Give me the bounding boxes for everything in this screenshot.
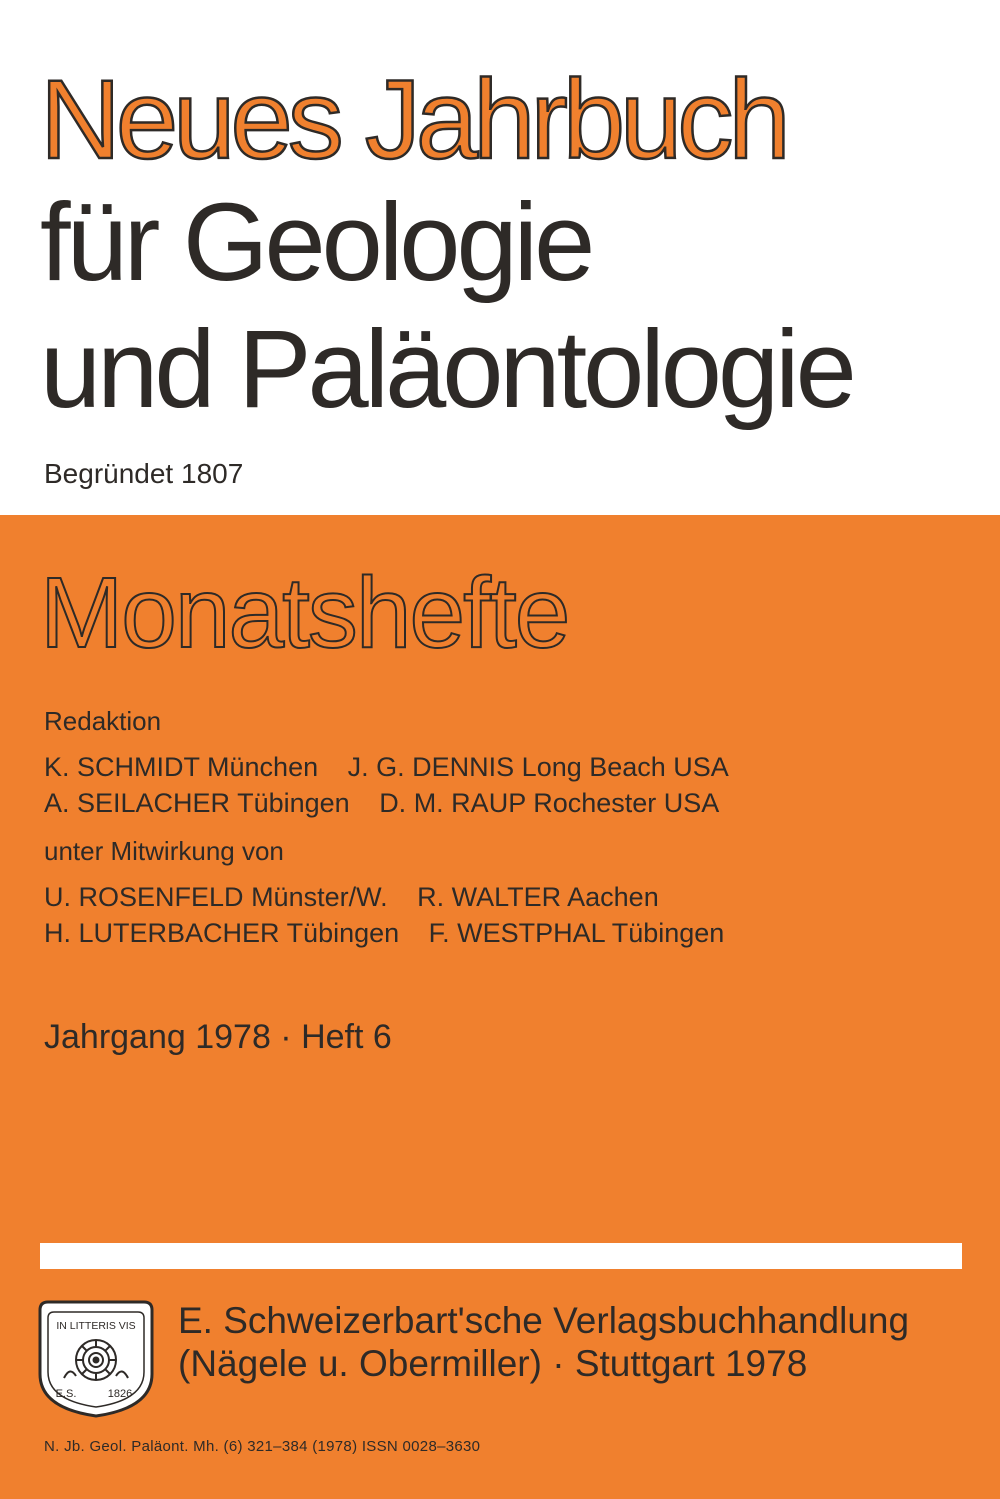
collaborator-name: H. LUTERBACHER [44, 918, 280, 948]
collaborator-name: R. WALTER [417, 882, 562, 912]
collaborator-name: U. ROSENFELD [44, 882, 244, 912]
seal-initials: E.S. [55, 1388, 77, 1400]
title-line-3: und Paläontologie [40, 308, 853, 431]
collaborator-row [44, 918, 724, 949]
collaborator-name: F. WESTPHAL [428, 918, 605, 948]
white-divider-bar [40, 1243, 962, 1269]
publisher-line-2: (Nägele u. Obermiller) · Stuttgart 1978 [178, 1342, 808, 1384]
editor-row [44, 752, 729, 783]
editor-place: Tübingen [237, 788, 350, 818]
subtitle-monatshefte: Monatshefte [40, 557, 569, 669]
editor-place: Long Beach USA [521, 752, 729, 782]
editor-row [44, 788, 719, 819]
editor-name: D. M. RAUP [379, 788, 526, 818]
title-line-1: Neues Jahrbuch [40, 57, 786, 182]
seal-year: 1826 [107, 1388, 133, 1400]
title-line-2: für Geologie [40, 181, 592, 304]
editorial-heading: Redaktion [44, 706, 162, 736]
editor-place: Rochester USA [533, 788, 720, 818]
publisher-line-1: E. Schweizerbart'sche Verlagsbuchhandlung [178, 1300, 910, 1341]
collaborator-place: Münster/W. [251, 882, 388, 912]
collaborator-place: Tübingen [286, 918, 400, 948]
founded-note: Begründet 1807 [44, 458, 244, 489]
collaborator-place: Aachen [567, 882, 659, 912]
publisher-block [178, 1300, 909, 1385]
editor-name: J. G. DENNIS [347, 752, 515, 782]
collaborator-row [44, 882, 659, 913]
ammonite-seal-icon [34, 1296, 158, 1420]
collaborator-place: Tübingen [611, 918, 725, 948]
editor-place: München [207, 752, 319, 782]
issue-info: Jahrgang 1978 · Heft 6 [44, 1018, 392, 1056]
editor-name: A. SEILACHER [44, 788, 231, 818]
editor-name: K. SCHMIDT [44, 752, 200, 782]
seal-motto: IN LITTERIS VIS [56, 1320, 136, 1332]
cover-header [0, 0, 1000, 515]
collaboration-heading: unter Mitwirkung von [44, 836, 284, 866]
citation-line: N. Jb. Geol. Paläont. Mh. (6) 321–384 (1978) ISSN 0028–3630 [44, 1438, 481, 1455]
